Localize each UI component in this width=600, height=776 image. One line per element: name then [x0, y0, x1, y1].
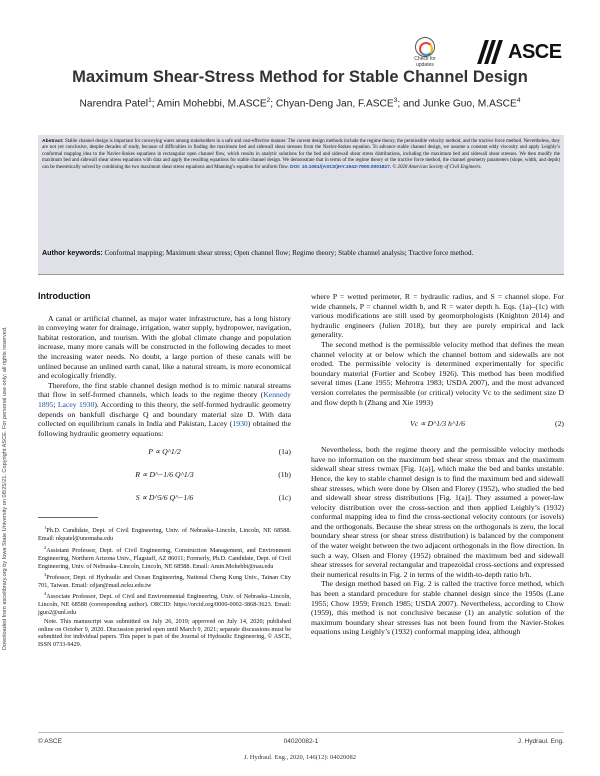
paper-title: Maximum Shear-Stress Method for Stable Channel Design [72, 68, 528, 86]
col2-paragraph-4: The design method based on Fig. 2 is called the tractive force method, which has been a standard procedure for stable channel design since the 1950s (Lane 1955; Chow 1959; French 1985; USDA 2007). Nevertheless, according to Chow (1959), this method is not conclusive because (1) an analytic solution of the maximum boundary shear stresses has not been found from the Navier-Stokes equations using Leighly’s (1932) conformal mapping idea, although [311, 579, 564, 637]
ref-kennedy-1895[interactable]: Kennedy 1895 [38, 390, 291, 409]
abstract-copyright: © 2020 American Society of Civil Engineers. [391, 164, 482, 170]
citation-line: J. Hydraul. Eng., 2020, 146(12): 04020082 [244, 754, 356, 761]
author-4-sup: 4 [516, 97, 521, 104]
author-2-sup: 2 [266, 97, 271, 104]
equation-1b [38, 470, 291, 484]
equation-1a [38, 447, 291, 461]
download-notice-text: Downloaded from ascelibrary.org by Iowa State University on 08/25/21. Copyright ASCE. For personal use only; all rights reserved. [2, 326, 8, 650]
equation-1b-formula: R ∝ D^−1/6 Q^1/3 [135, 470, 194, 480]
intro-paragraph-2: Therefore, the first stable channel design method is to mimic natural streams that flow in self-formed channels, which leads to the regime theory (Kennedy 1895; Lacey 1930). According to this theory, the self-formed hydraulic geometry depends on bankfull discharge Q and boundary material size D. With data collected on equilibrium canals in India and Pakistan, Lacey (1930) obtained the following hydraulic geometry equations: [38, 380, 292, 438]
equation-1c [38, 493, 291, 507]
crossmark-icon [415, 37, 435, 57]
footnote-3: $^3$Professor, Dept. of Hydraulic and Ocean Engineering, National Cheng Kung Univ., Tainan City 701, Taiwan. Email: cdjan@mail.ncku.edu.tw [38, 571, 291, 589]
check-for-updates-badge[interactable] [405, 37, 445, 71]
footnote-rule [38, 517, 98, 518]
author-3: ; Chyan-Deng Jan, F.ASCE [270, 98, 394, 110]
footnote-4: $^4$Associate Professor, Dept. of Civil and Environmental Engineering, Univ. of Nebraska–Lincoln, Lincoln, NE 68588 (corresponding author). ORCID: https://orcid.org/0000-0002-3868-3623. Email: jguo2@unl.edu [38, 591, 291, 617]
abstract-text: Stable channel design is important for conveying water among stakeholders in a safe and cost-effective manner. The current design methods include the regime theory, the permissible velocity method, and the tractive force method. Nevertheless, they are not yet conclusive, despite decades of study, because of difficulties in finding the maximum bed and sidewall shear stresses from the Navier-Stokes equation. To advance stable channel design, we assume a constant eddy viscosity and apply Leighly’s conformal mapping idea to the Navier-Stokes equations in rectangular open channel flow, which results in analytic solutions for the bed and sidewall shear stress distributions, including the maximum bed and sidewall shear stresses. We then modify the maximum bed and sidewall shear stress equations with data and apply the resulting equations for stable channel design. We demonstrate that in terms of the regime theory or the tractive force method, the channel geometry parameters (slope, width, and depth) can be theoretically solved by combining the two maximum shear stress equations and Manning’s equation for uniform flow. [42, 139, 560, 170]
intro-paragraph-1: A canal or artificial channel, as major water infrastructure, has a long history in conveying water for drainage, irrigation, water supply, hydropower, navigation, habitat restoration, and tourism. With the global climate change and population increase, many more canals will be constructed in the following decades to meet the increasing water needs. No doubt, a large portion of these canals will be unlined because an unlined earth canal, like a natural stream, is more economical and ecologically friendly. [38, 313, 291, 381]
author-1-sup: 1 [148, 97, 152, 104]
abstract-doi[interactable]: DOI: 10.1061/(ASCE)HY.1943-7900.0001827. [290, 164, 392, 170]
keywords-text: Conformal mapping; Maximum shear stress; Open channel flow; Regime theory; Stable channel analysis; Tractive force method. [102, 249, 474, 257]
keywords-box [38, 249, 564, 258]
equation-2-formula: Vc ∝ D^1/3 h^1/6 [410, 419, 465, 429]
badge-line1: Check for [414, 56, 436, 62]
equation-1a-formula: P ∝ Q^1/2 [148, 447, 181, 457]
equation-1b-number: (1b) [278, 470, 291, 480]
footnotes [38, 524, 291, 649]
asce-logo-icon [478, 38, 506, 66]
col2-paragraph-2: The second method is the permissible velocity method that defines the mean channel velocity at or below which the channel bottom and sidewalls are not eroded. The permissible velocity is determined experimentally for specific boundary material (Fortier and Scobey 1926). This method has been modified several times (Lane 1955; Mehrotra 1983; USDA 2007), and the most advanced version correlates the permissible (or critical) velocity Vc to the sediment size D and flow depth h (Zhang and Xie 1993) [311, 339, 564, 407]
col2-paragraph-1: where P = wetted perimeter, R = hydraulic radius, and S = channel slope. For wide channels, P = channel width b, and R = water depth h. Eqs. (1a)–(1c) with various modifications are still used by geomorphologists (Knighton 2014) and hydraulic engineers (Julien 2018), but they are purely empirical and lack generality. [311, 292, 564, 340]
equation-2 [311, 419, 564, 433]
ref-lacey-1930-year[interactable]: 1930 [232, 419, 248, 429]
equation-1c-formula: S ∝ D^5/6 Q^−1/6 [135, 493, 194, 503]
equation-2-number: (2) [555, 419, 564, 429]
footnote-2: $^2$Assistant Professor, Dept. of Civil Engineering, Construction Management, and Environment Engineering, Northern Arizona Univ., Flagstaff, AZ 86011; Formerly, Ph.D. Candidate, Dept. of Civil Engineering, Univ. of Nebraska–Lincoln, Lincoln, NE 68588. Email: Amin.Mohebbi@nau.edu [38, 544, 291, 570]
footnote-1: $^1$Ph.D. Candidate, Dept. of Civil Engineering, Univ. of Nebraska–Lincoln, Lincoln, NE 68588. Email: nkpatel@unomaha.edu [38, 525, 291, 543]
asce-logo [478, 38, 562, 66]
author-4: ; and Junke Guo, M.ASCE [397, 98, 517, 110]
footer-divider [38, 732, 564, 733]
footer-center: 04020082-1 [283, 738, 319, 745]
author-2: ; Amin Mohebbi, M.ASCE [151, 98, 267, 110]
col2-paragraph-3: Nevertheless, both the regime theory and the permissible velocity methods have no information on the maximum bed shear stress τbmax and the maximum sidewall shear stress τwmax [Fig. 1(a)], which make the bed and banks unstable. Hence, the key to stable channel design is to find the maximum bed and sidewall shear stresses, which were done by Olsen and Florey (1952), who studied the bed and sidewall shear stress distributions [Fig. 1(a)]. They assumed a power-law velocity distribution over the cross-section and then applied Leighly’s (1932) conformal mapping idea to find the cross-sectional velocity contours (or isovels) and the orthogonals. Because the shear stress on the orthogonals is zero, the local boundary shear stress (or shear stress distribution) is balanced by the component of the water weight between the two adjacent orthogonals in the flow direction. In such a way, Olsen and Florey (1952) obtained the maximum bed and sidewall shear stresses for several rectangular and trapezoidal cross-sections and expressed their numerical results in Fig. 2 in terms of the width-to-depth ratio b/h. [311, 445, 564, 579]
intro-heading: Introduction [38, 291, 91, 301]
keywords-label: Author keywords: [42, 249, 103, 257]
footer-right: J. Hydraul. Eng. [517, 738, 564, 745]
asce-logo-word: ASCE [508, 40, 562, 63]
download-notice [2, 40, 12, 650]
right-column [311, 292, 564, 637]
equation-1c-number: (1c) [278, 493, 291, 503]
badge-line2: updates [416, 61, 434, 68]
manuscript-note: Note. This manuscript was submitted on July 26, 2019; approved on July 14, 2020; published online on October 9, 2020. Discussion period open until March 9, 2021; separate discussions must be submitted for individual papers. This paper is part of the Journal of Hydraulic Engineering, © ASCE, ISSN 0733-9429. [38, 617, 291, 649]
ref-lacey-1930[interactable]: Lacey 1930 [57, 399, 95, 409]
left-column [38, 292, 291, 650]
equation-1a-number: (1a) [278, 447, 291, 457]
author-1: Narendra Patel [79, 98, 149, 110]
author-3-sup: 3 [393, 97, 398, 104]
author-list [0, 97, 600, 109]
footer-left: © ASCE [38, 738, 62, 745]
section-divider [38, 274, 564, 275]
abstract-label: Abstract: [42, 139, 64, 144]
